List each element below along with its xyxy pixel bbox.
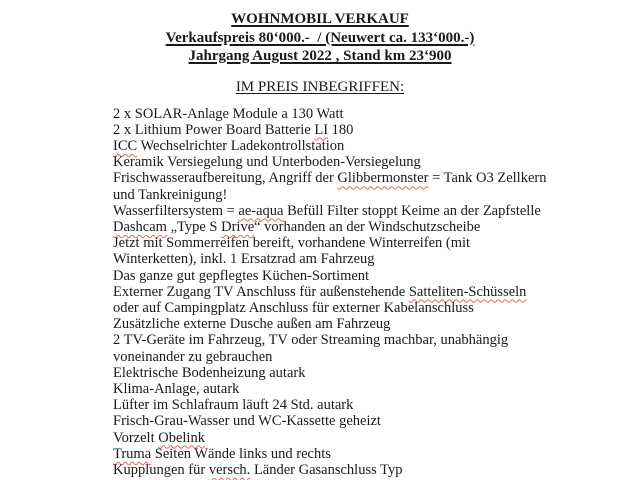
misspelled-word: Obelink (158, 429, 205, 446)
misspelled-word: Truma (113, 445, 152, 462)
text-segment: Winterketten), inkl. 1 Ersatzrad am Fahrzeug (113, 251, 375, 268)
document-line (113, 122, 620, 138)
document-line (113, 462, 620, 478)
document-line (113, 154, 620, 170)
document-line (113, 219, 620, 235)
document-line (113, 397, 620, 413)
included-items-list (113, 106, 620, 479)
document-line (113, 106, 620, 122)
text-segment: Seiten Wände links und rechts (151, 445, 331, 462)
misspelled-word: ae-aqua (238, 202, 284, 219)
text-segment: Lüfter im Schlafraum läuft 24 Std. autark (113, 397, 354, 414)
document-line (113, 365, 620, 381)
document-line (113, 446, 620, 462)
document-line (113, 284, 620, 300)
misspelled-word: ICC (113, 137, 138, 154)
misspelled-word: Drive (221, 218, 255, 235)
document-line (113, 413, 620, 429)
text-segment: Elektrische Bodenheizung autark (113, 364, 306, 381)
document-line (113, 430, 620, 446)
document-line (113, 138, 620, 154)
text-segment: Das ganze gut gepflegtes Küchen-Sortiment (113, 267, 370, 284)
misspelled-word: Satteliten-Schüsseln (408, 283, 527, 300)
price-line: Verkaufspreis 80‘000.- / (Neuwert ca. 133‘000.-) (165, 29, 475, 46)
text-segment: Frisch-Grau-Wasser und WC-Kassette geheizt (113, 413, 381, 430)
text-segment: voneinander zu gebrauchen (113, 348, 273, 365)
text-segment: Länder Gasanschluss Typ (250, 461, 403, 478)
misspelled-word: LI (314, 121, 329, 138)
text-segment: und Tankreinigung! (113, 186, 228, 203)
document-line (113, 381, 620, 397)
text-segment: 2 TV-Geräte im Fahrzeug, TV oder Streaming machbar, unabhängig (113, 332, 509, 349)
text-segment: „Type S (166, 218, 222, 235)
document-line (113, 332, 620, 348)
document-line (113, 316, 620, 332)
text-segment: Wasserfiltersystem = (113, 202, 239, 219)
document-line (113, 203, 620, 219)
document-line (113, 300, 620, 316)
document-line (113, 187, 620, 203)
text-segment: Externer Zugang TV Anschluss für außenstehende (113, 283, 409, 300)
year-mileage-line: Jahrgang August 2022 , Stand km 23‘900 (188, 48, 452, 64)
text-segment: Wechselrichter Ladekontrollstation (137, 137, 345, 154)
text-segment: Klima-Anlage, autark (113, 380, 240, 397)
text-segment: 2 x SOLAR-Anlage Module a 130 Watt (113, 105, 344, 122)
misspelled-word: Glibbermonster (337, 170, 429, 187)
text-segment: “ vorhanden an der Windschutzscheibe (254, 218, 481, 235)
document-line (113, 170, 620, 186)
text-segment: Jetzt mit Sommerreifen bereift, vorhandene Winterreifen (mit (113, 235, 471, 252)
document-line (113, 349, 620, 365)
text-segment: Keramik Versiegelung und Unterboden-Versiegelung (113, 154, 421, 171)
document-header (0, 0, 640, 66)
text-segment: 180 (328, 121, 354, 138)
text-segment: Befüll Filter stoppt Keime an der Zapfstelle (283, 202, 541, 219)
text-segment: 2 x Lithium Power Board Batterie (113, 121, 315, 138)
text-segment: oder auf Campingplatz Anschluss für externer Kabelanschluss (113, 299, 474, 316)
text-segment: Kupplungen für (113, 461, 209, 478)
document-line (113, 251, 620, 267)
document-line (113, 235, 620, 251)
document-line (113, 268, 620, 284)
text-segment: Vorzelt (113, 429, 159, 446)
text-segment: = Tank O3 Zellkern (428, 170, 547, 187)
text-segment: Frischwasseraufbereitung, Angriff der (113, 170, 338, 187)
misspelled-word: versch. (208, 461, 251, 478)
document-title: WOHNMOBIL VERKAUF (231, 11, 409, 27)
text-segment: Zusätzliche externe Dusche außen am Fahrzeug (113, 316, 391, 333)
section-heading: IM PREIS INBEGRIFFEN: (235, 78, 405, 95)
misspelled-word: Dashcam (113, 218, 167, 235)
